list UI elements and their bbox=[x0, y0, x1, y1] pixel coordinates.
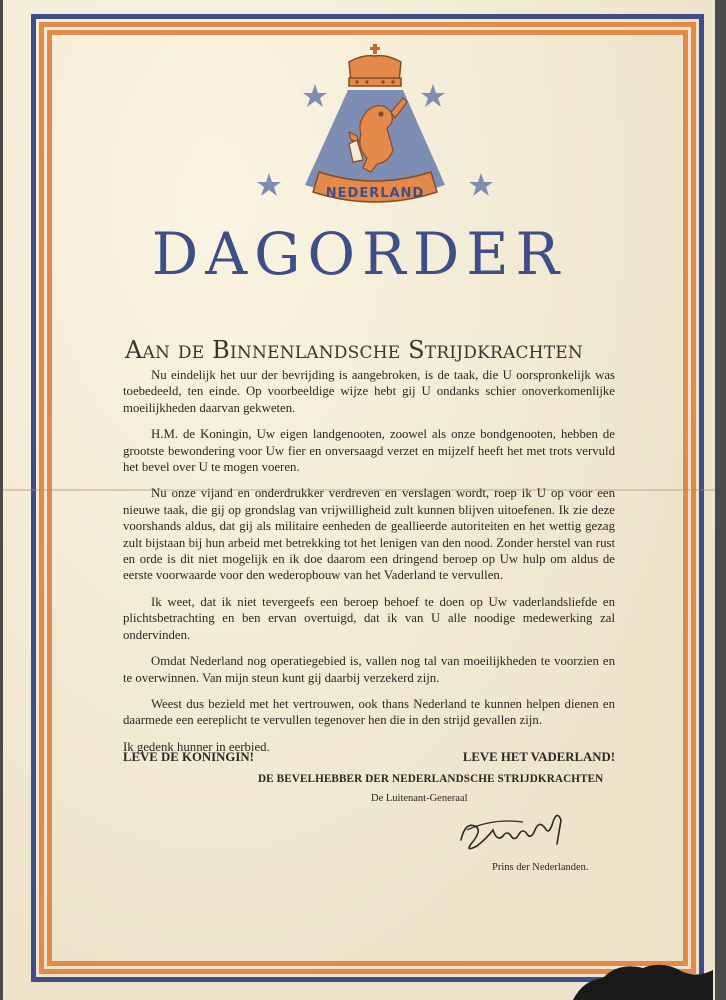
signature bbox=[453, 800, 573, 860]
paragraph: Weest dus bezield met het vertrouwen, ook thans Nederland te kunnen helpen dienen en daarmede een eereplicht te vervullen tegenover hen die in den strijd gevallen zijn. bbox=[123, 696, 615, 728]
star-icon bbox=[469, 173, 493, 196]
cheer-fatherland: LEVE HET VADERLAND! bbox=[462, 750, 615, 764]
paragraph: Ik weet, dat ik niet tevergeefs een beroep behoef te doen op Uw vaderlandsliefde en plichtsbetrachting en ben ervan overtuigd, dat ik van U alle noodige medewerking zal ondervinden. bbox=[123, 594, 615, 642]
commander-title: DE BEVELHEBBER DER NEDERLANDSCHE STRIJDKRACHTEN bbox=[258, 773, 604, 785]
subtitle: Aan de Binnenlandsche Strijdkrachten bbox=[125, 336, 583, 364]
rank-line: De Luitenant-Generaal bbox=[371, 793, 468, 804]
closing-line: Ik gedenk hunner in eerbied. bbox=[123, 739, 270, 754]
torn-corner bbox=[573, 950, 713, 1000]
paragraph: Nu eindelijk het uur der bevrijding is aangebroken, is de taak, die U oorspronkelijk was toebedeeld, ten einde. Op voorbeeldige wijze hebt gij U ondanks schier onoverkomenlijke moeilijkheden daarvan gekweten. bbox=[123, 368, 615, 415]
paragraph: Nu onze vijand en onderdrukker verdreven en verslagen wordt, roep ik U op voor een nieuwe taak, die gij op grondslag van vrijwilligheid zult kunnen blijven uitoefenen. Ik zie deze voorshands aldus, dat gij als militaire eenheden de geallieerde autoriteiten en het wettig gezag zult bijstaan bij hun arbeid met betrekking tot het lenigen van den nood. Zonder herstel van rust en orde is dit niet mogelijk en ik doe daarom een dringend beroep op Uw hulp om aldus de eerste voorwaarde voor den wederopbouw van het Vaderland te vervullen. bbox=[123, 486, 615, 583]
order-body bbox=[123, 367, 615, 765]
emblem-banner-text: NEDERLAND bbox=[325, 186, 425, 201]
star-icon bbox=[421, 84, 445, 107]
paragraph: Omdat Nederland nog operatiegebied is, vallen nog tal van moeilijkheden te voorzien en te overwinnen. Van mijn steun kunt gij daarbij verzekerd zijn. bbox=[123, 654, 615, 685]
page-title: DAGORDER bbox=[151, 220, 567, 288]
star-icon bbox=[303, 84, 327, 107]
poster-paper bbox=[3, 0, 715, 1000]
star-icon bbox=[257, 173, 281, 196]
crown-icon bbox=[349, 44, 401, 86]
crown-lion-emblem bbox=[253, 40, 503, 210]
prince-line: Prins der Nederlanden. bbox=[492, 862, 589, 873]
paragraph: H.M. de Koningin, Uw eigen landgenooten, zoowel als onze bondgenooten, hebben de grootste bewondering voor Uw fier en onversaagd verzet en mijzelf heeft het met trots vervuld het bevel over U te mogen voeren. bbox=[123, 427, 615, 475]
cheer-queen: LEVE DE KONINGIN! bbox=[123, 750, 254, 764]
